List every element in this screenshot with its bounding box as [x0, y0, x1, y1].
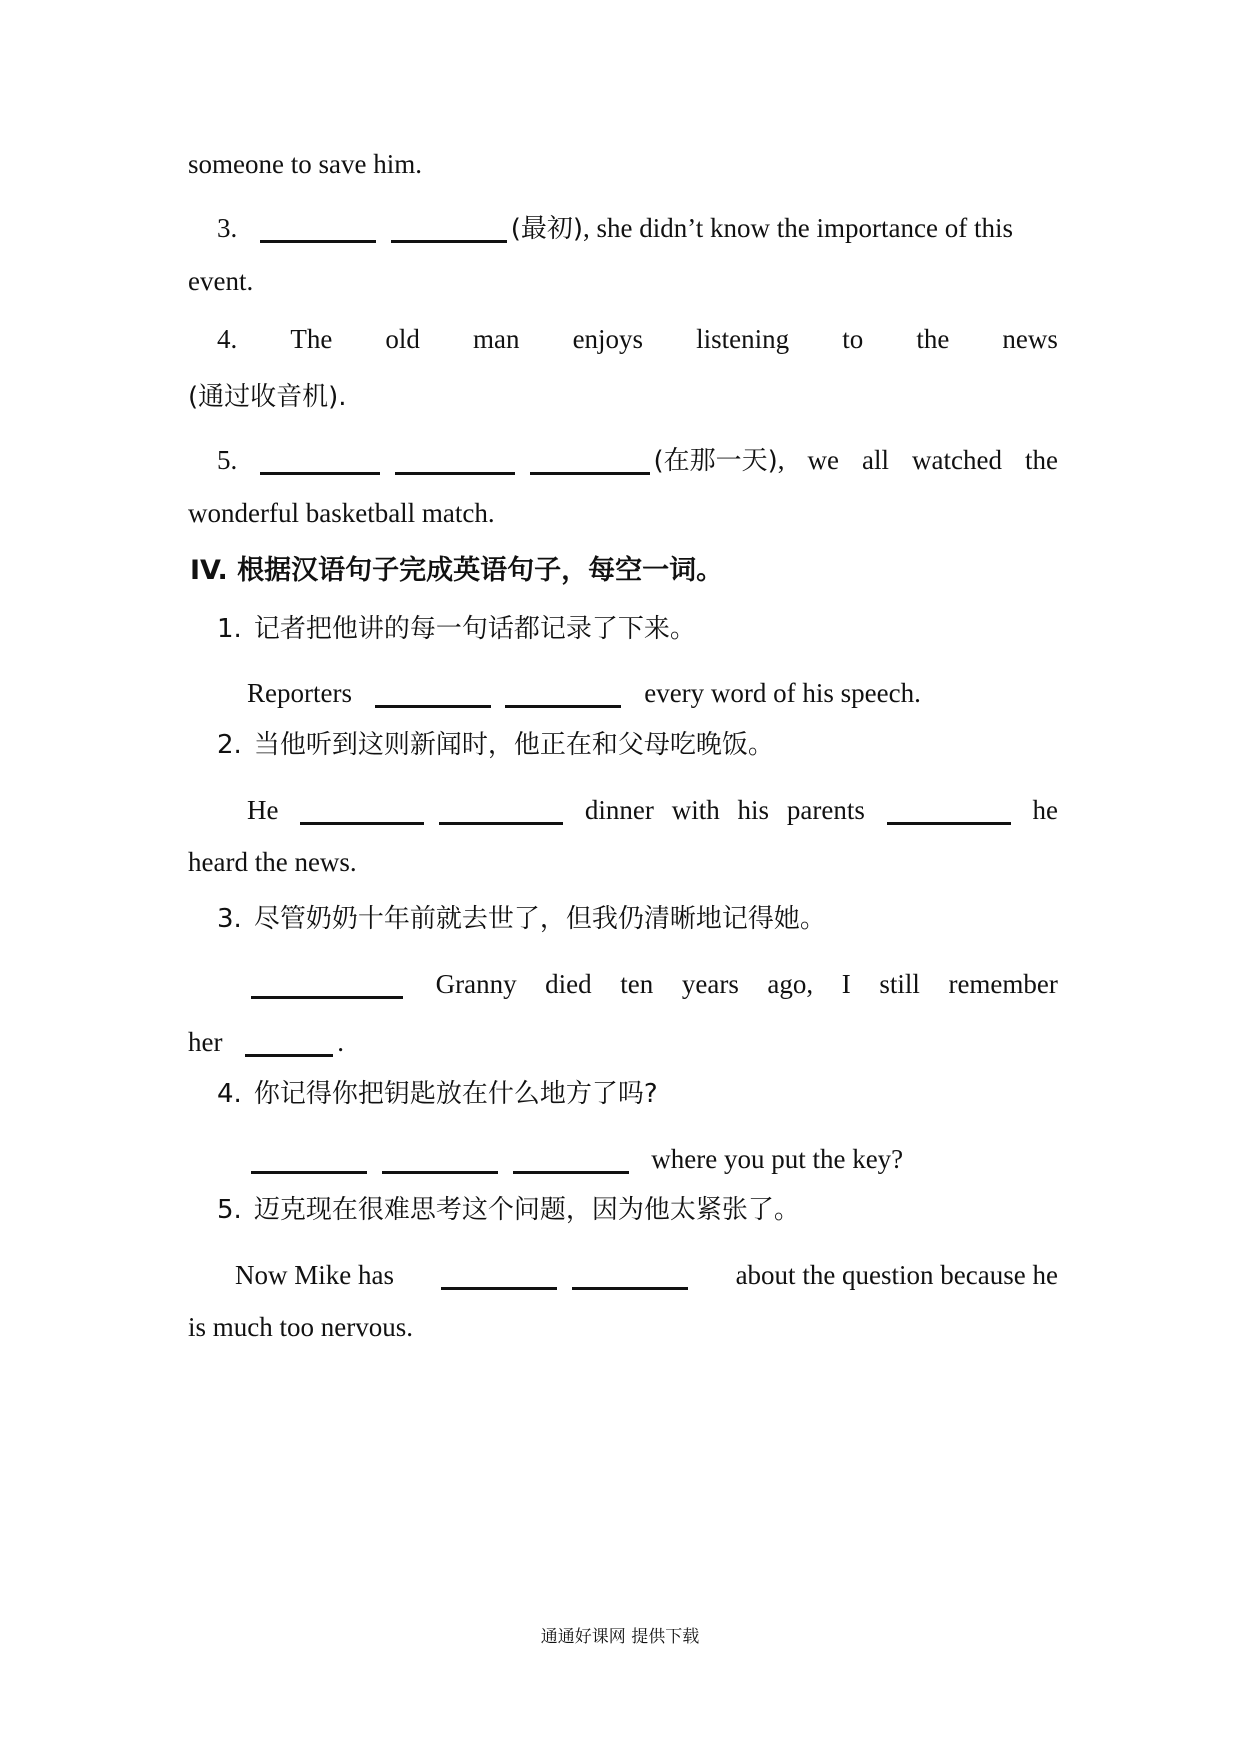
item-number: 1. — [217, 614, 242, 644]
translation-item-2-chinese — [217, 725, 1058, 765]
translation-item-2-english — [247, 784, 1058, 830]
item-number: 4. — [217, 1079, 242, 1109]
word: to — [842, 324, 864, 354]
word: still — [879, 969, 920, 999]
word: The — [290, 324, 333, 354]
answer-blank[interactable] — [260, 208, 376, 243]
word: the — [916, 324, 950, 354]
exercise-item-5-continuation — [188, 493, 1058, 533]
answer-blank[interactable] — [251, 964, 403, 999]
exercise-item-4 — [217, 319, 1058, 359]
sentence-text: heard the news. — [188, 847, 357, 877]
word: we — [807, 445, 840, 475]
answer-blank[interactable] — [300, 790, 424, 825]
word: he — [1032, 795, 1058, 825]
word: years — [681, 969, 739, 999]
word: enjoys — [572, 324, 644, 354]
translation-item-4-english — [247, 1133, 1058, 1179]
answer-blank[interactable] — [382, 1139, 498, 1174]
word: parents — [786, 795, 865, 825]
sentence-text: about the question because he — [735, 1260, 1058, 1290]
chinese-sentence: 迈克现在很难思考这个问题，因为他太紧张了。 — [253, 1195, 800, 1225]
answer-blank[interactable] — [505, 673, 621, 708]
word: He — [247, 795, 279, 825]
sentence-text: Reporters — [247, 678, 352, 708]
answer-blank[interactable] — [395, 440, 515, 475]
chinese-sentence: 尽管奶奶十年前就去世了，但我仍清晰地记得她。 — [253, 904, 826, 934]
section-heading: IV. 根据汉语句子完成英语句子，每空一词。 — [190, 555, 724, 586]
item-number: 5. — [217, 445, 238, 475]
translation-item-3-chinese — [217, 899, 1058, 939]
item-number: 2. — [217, 730, 242, 760]
chinese-hint: (通过收音机). — [188, 382, 347, 412]
answer-blank[interactable] — [260, 440, 380, 475]
sentence-text: . — [337, 1027, 344, 1057]
word: his — [737, 795, 770, 825]
chinese-sentence: 当他听到这则新闻时，他正在和父母吃晚饭。 — [253, 730, 774, 760]
word: I — [841, 969, 851, 999]
answer-blank[interactable] — [391, 208, 507, 243]
chinese-hint: (在那一天) — [653, 446, 778, 476]
exercise-item-4-continuation — [188, 377, 1058, 417]
answer-blank[interactable] — [887, 790, 1011, 825]
translation-item-1-chinese — [217, 609, 1058, 649]
translation-item-5-chinese — [217, 1190, 1058, 1230]
word: , — [777, 445, 785, 475]
answer-blank[interactable] — [513, 1139, 629, 1174]
word: all — [862, 445, 890, 475]
word: remember — [948, 969, 1058, 999]
word: watched — [912, 445, 1002, 475]
continuation-text: someone to save him. — [188, 149, 422, 179]
word: man — [472, 324, 520, 354]
sentence-text: where you put the key? — [651, 1144, 904, 1174]
word: dinner — [584, 795, 654, 825]
answer-blank[interactable] — [251, 1139, 367, 1174]
chinese-sentence: 记者把他讲的每一句话都记录了下来。 — [253, 614, 696, 644]
sentence-text: her — [188, 1027, 223, 1057]
item-number: 4. — [217, 324, 238, 354]
exercise-item-3-continuation — [188, 261, 1058, 301]
answer-blank[interactable] — [375, 673, 491, 708]
answer-blank[interactable] — [441, 1255, 557, 1290]
word: with — [671, 795, 720, 825]
chinese-hint: (最初) — [510, 214, 584, 244]
exercise-item-3 — [217, 202, 1058, 249]
word: old — [385, 324, 420, 354]
translation-item-1-english — [247, 667, 1058, 713]
sentence-text: event. — [188, 266, 254, 296]
exercise-item-5 — [217, 434, 1058, 481]
word: ago, — [767, 969, 814, 999]
chinese-sentence: 你记得你把钥匙放在什么地方了吗? — [253, 1079, 658, 1109]
word: ten — [620, 969, 654, 999]
sentence-text: is much too nervous. — [188, 1312, 413, 1342]
translation-item-4-chinese — [217, 1074, 1058, 1114]
word: died — [545, 969, 592, 999]
item-number: 3. — [217, 904, 242, 934]
word: news — [1002, 324, 1058, 354]
sentence-text: Now Mike has — [235, 1260, 394, 1290]
translation-item-5-english — [235, 1249, 1058, 1295]
answer-blank[interactable] — [439, 790, 563, 825]
item-number: 3. — [217, 213, 238, 243]
translation-item-3-continuation — [188, 1016, 1058, 1062]
word: the — [1024, 445, 1058, 475]
paragraph-continuation — [188, 144, 1058, 184]
translation-item-2-continuation — [188, 842, 1058, 882]
answer-blank[interactable] — [245, 1022, 333, 1057]
answer-blank[interactable] — [572, 1255, 688, 1290]
translation-item-3-english — [247, 958, 1058, 1004]
sentence-text: wonderful basketball match. — [188, 498, 495, 528]
item-number: 5. — [217, 1195, 242, 1225]
word: Granny — [435, 969, 517, 999]
answer-blank[interactable] — [530, 440, 650, 475]
word: listening — [696, 324, 790, 354]
sentence-text: , she didn’t know the importance of this — [583, 213, 1013, 243]
page-footer: 通通好课网 提供下载 — [540, 1627, 700, 1647]
sentence-text: every word of his speech. — [644, 678, 921, 708]
translation-item-5-continuation — [188, 1307, 1058, 1347]
